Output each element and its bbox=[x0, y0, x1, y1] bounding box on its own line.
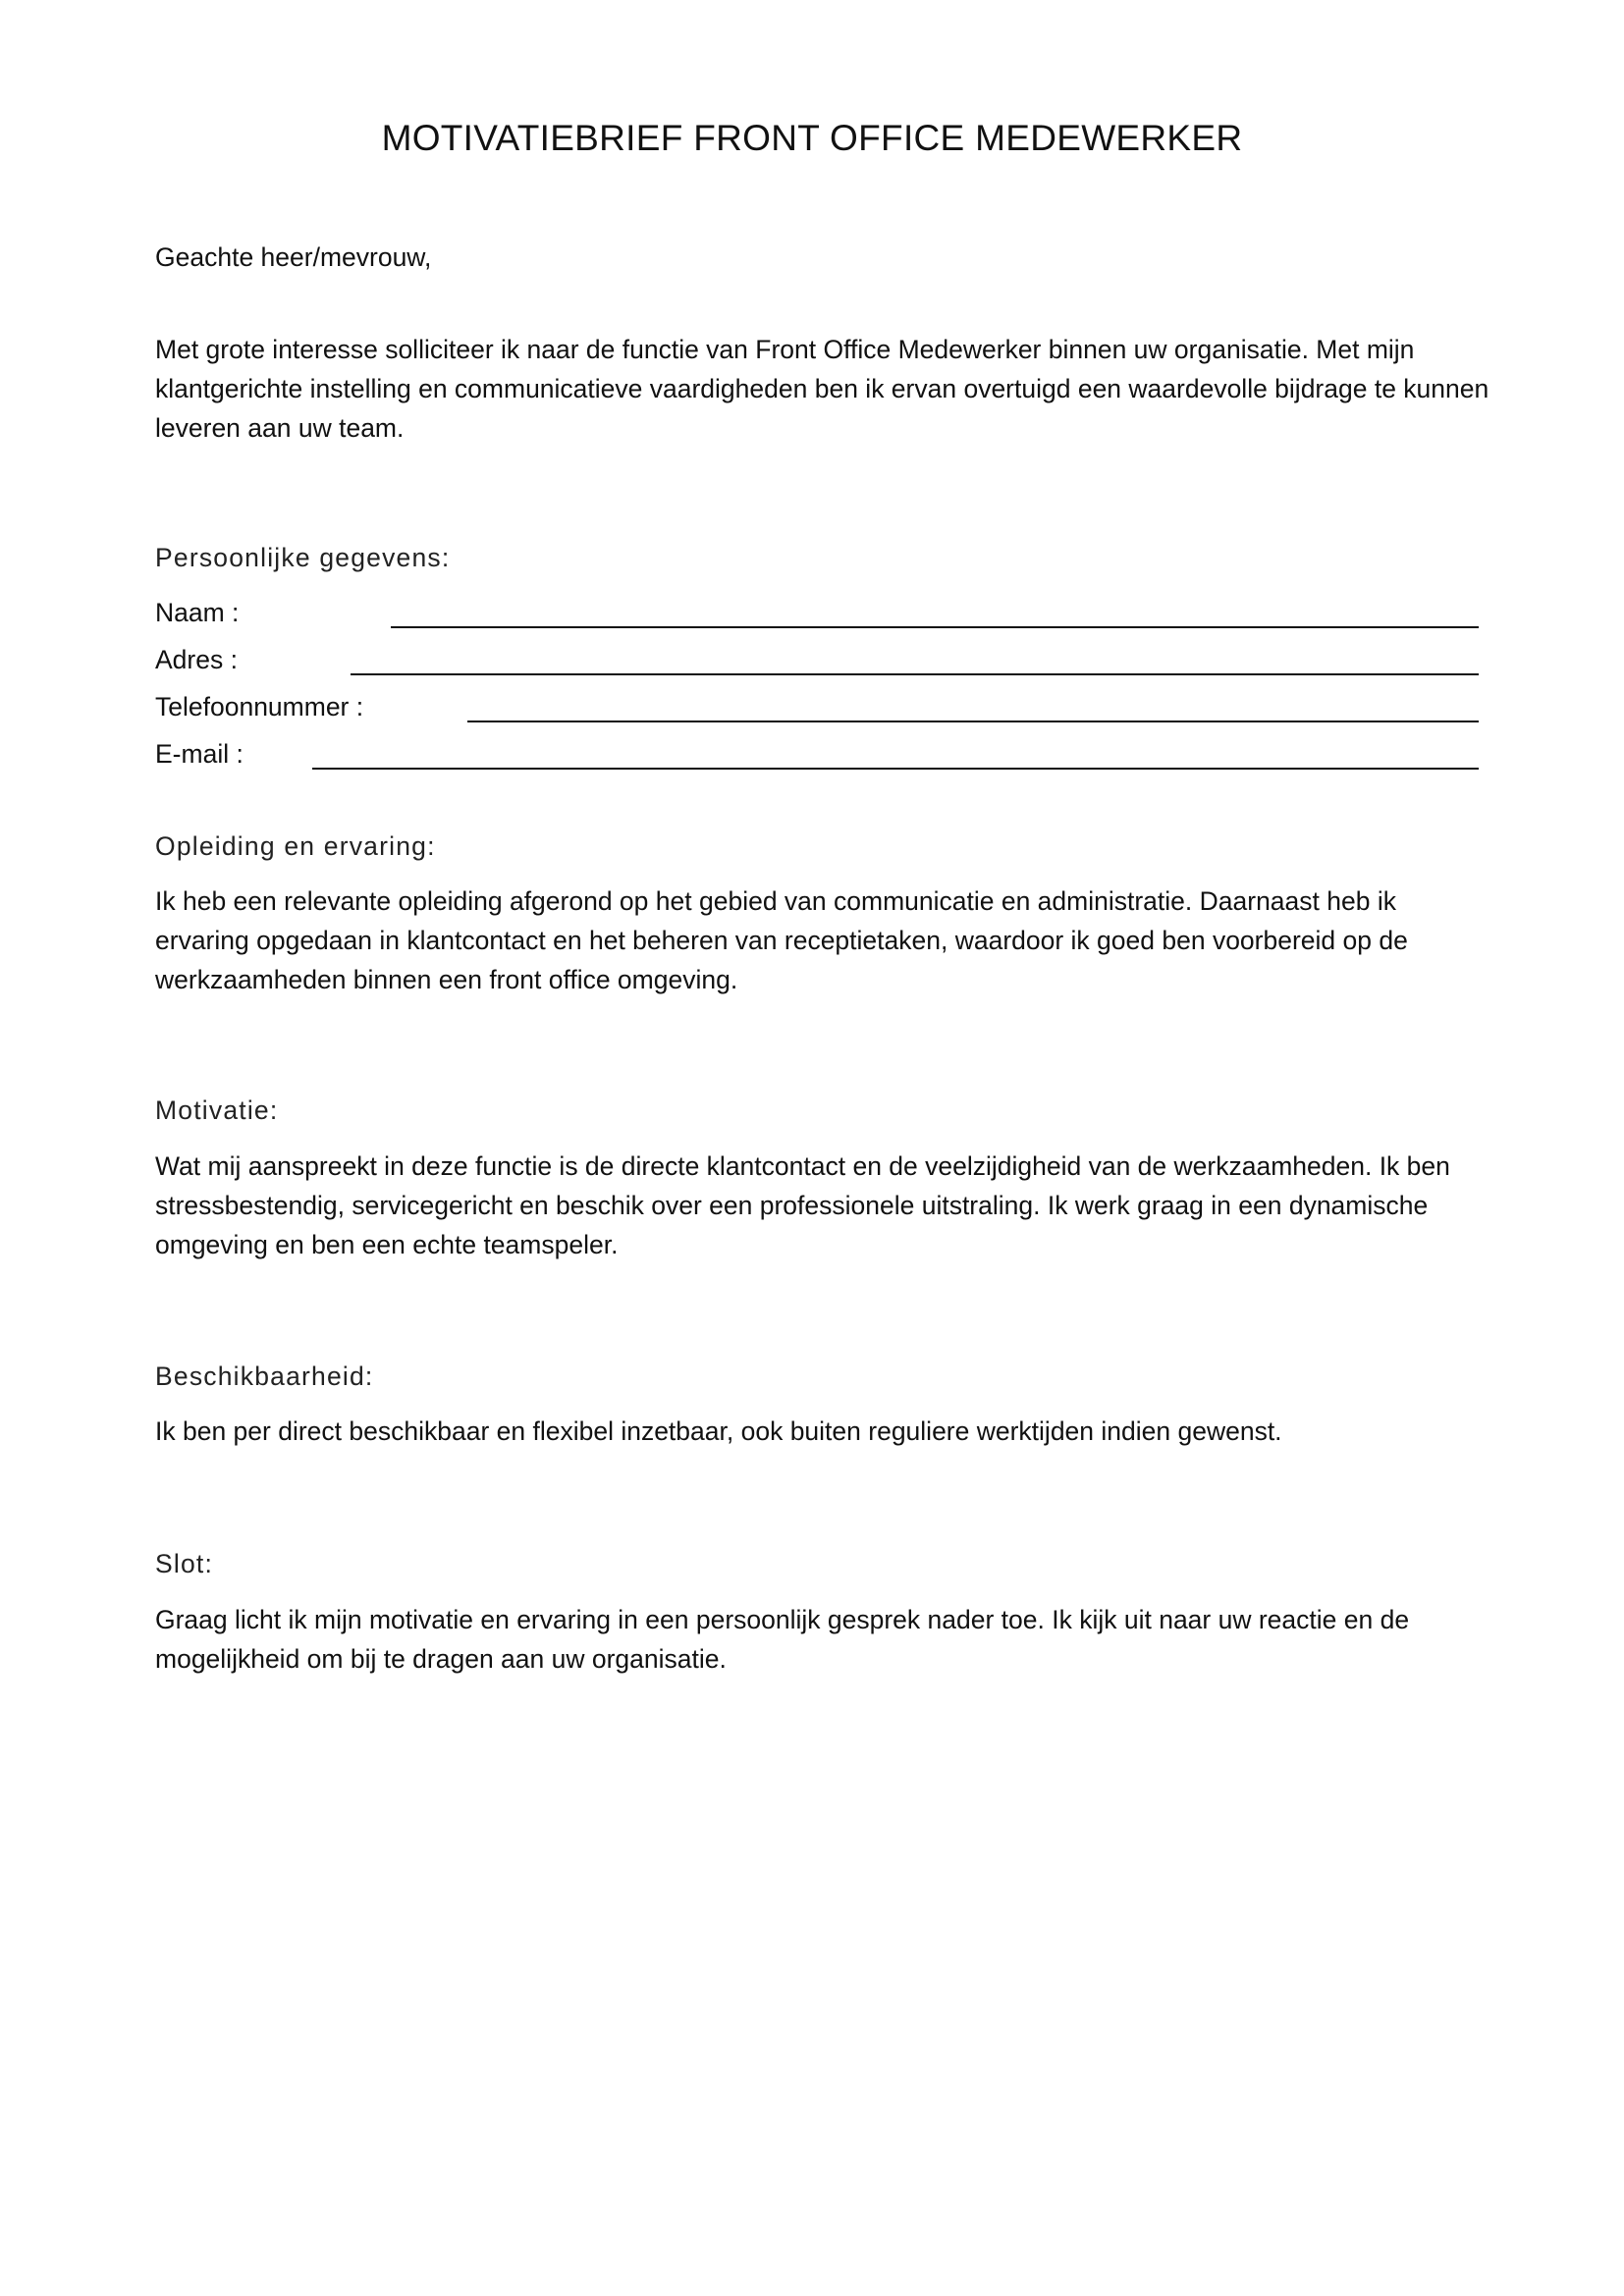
name-field[interactable] bbox=[391, 626, 1479, 628]
phone-label: Telefoonnummer : bbox=[155, 692, 364, 721]
education-heading: Opleiding en ervaring: bbox=[155, 831, 436, 861]
intro-paragraph: Met grote interesse solliciteer ik naar de functie van Front Office Medewerker binnen uw organisatie. Met mijn klantgerichte instelling en communicatieve vaardigheden ben ik ervan overtuigd een waardevolle bijdrage te kunnen leveren aan uw team. bbox=[155, 335, 1489, 443]
document-title: MOTIVATIEBRIEF FRONT OFFICE MEDEWERKER bbox=[381, 118, 1243, 158]
address-label: Adres : bbox=[155, 645, 238, 674]
education-paragraph: Ik heb een relevante opleiding afgerond op het gebied van communicatie en administratie. Daarnaast heb ik ervaring opgedaan in klantcontact en het beheren van receptietaken, waardoor ik goed ben voorbereid op de werkzaamheden binnen een front office omgeving. bbox=[155, 886, 1408, 994]
motivation-paragraph: Wat mij aanspreekt in deze functie is de directe klantcontact en de veelzijdigheid van de werkzaamheden. Ik ben stressbestendig, servicegericht en beschik over een professionele uitstraling. Ik werk graag in een dynamische omgeving en ben een echte teamspeler. bbox=[155, 1151, 1450, 1259]
email-label: E-mail : bbox=[155, 739, 244, 769]
motivation-heading: Motivatie: bbox=[155, 1095, 279, 1125]
salutation: Geachte heer/mevrouw, bbox=[155, 242, 432, 272]
availability-heading: Beschikbaarheid: bbox=[155, 1362, 374, 1391]
email-field[interactable] bbox=[312, 768, 1479, 770]
phone-field[interactable] bbox=[467, 721, 1479, 722]
personal-heading: Persoonlijke gegevens: bbox=[155, 543, 451, 572]
address-field[interactable] bbox=[351, 673, 1479, 675]
availability-paragraph: Ik ben per direct beschikbaar en flexibel inzetbaar, ook buiten reguliere werktijden indien gewenst. bbox=[155, 1416, 1282, 1446]
closing-heading: Slot: bbox=[155, 1549, 214, 1578]
name-label: Naam : bbox=[155, 598, 240, 627]
closing-paragraph: Graag licht ik mijn motivatie en ervaring in een persoonlijk gesprek nader toe. Ik kijk uit naar uw reactie en de mogelijkheid om bij te dragen aan uw organisatie. bbox=[155, 1605, 1410, 1674]
